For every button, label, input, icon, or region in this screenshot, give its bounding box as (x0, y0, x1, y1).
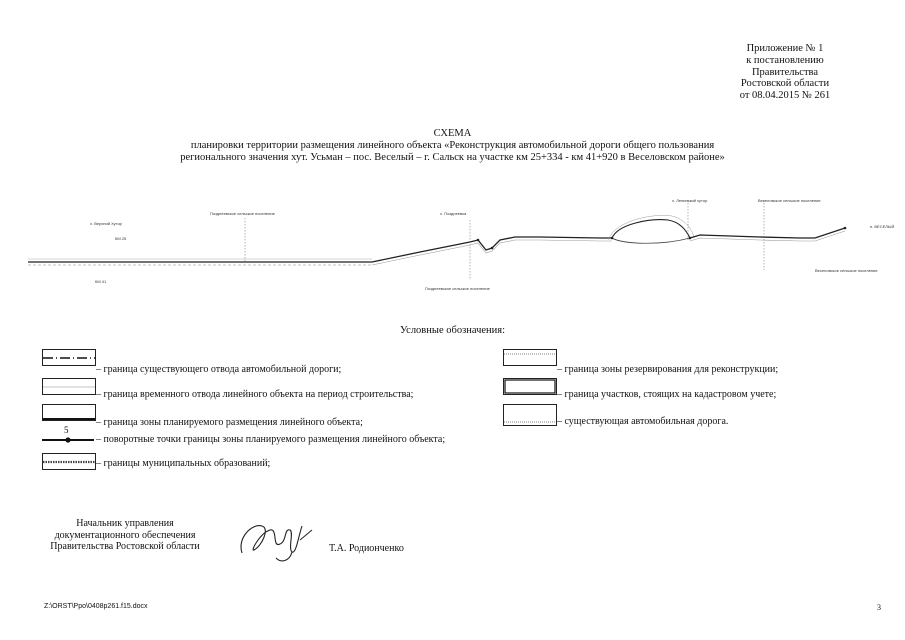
legend-label: – граница существующего отвода автомобильной дороги; (96, 364, 342, 375)
legend-label: – граница зоны резервирования для реконструкции; (557, 364, 779, 375)
signer-name: Т.А. Родионченко (329, 543, 404, 554)
title-line-2: регионального значения хут. Усьман – пос. Веселый – г. Сальск на участке км 25+334 - км 41+920 в Веселовском районе» (180, 152, 725, 163)
existing-road (28, 215, 845, 265)
signer-block (20, 518, 230, 553)
legend-swatch-planned-zone (42, 404, 96, 421)
legend-heading: Условные обозначения: (399, 325, 505, 336)
legend-label: – граница участков, стоящих на кадастровом учете; (557, 389, 777, 400)
map-label: Веселовское сельское поселение (758, 198, 821, 203)
title-line-1: планировки территории размещения линейного объекта «Реконструкция автомобильной дороги общего пользования (190, 140, 715, 151)
legend-label: – граница зоны планируемого размещения линейного объекта; (96, 417, 363, 428)
turning-point-number: 5 (64, 425, 69, 435)
map-label: Позднеевское сельское поселение (425, 286, 490, 291)
document-title (0, 128, 905, 164)
legend-label: – существующая автомобильная дорога. (557, 416, 729, 427)
legend-swatch-cadastral-parcels (503, 378, 557, 395)
legend-swatch-temporary-allotment (42, 378, 96, 395)
appendix-line: от 08.04.2015 № 261 (739, 90, 831, 102)
page-number: 3 (877, 603, 881, 612)
map-label: х. Позднеевка (440, 211, 467, 216)
municipal-boundaries (245, 200, 764, 280)
footer-file-path: Z:\ORST\Ppo\0408p261.f15.docx (44, 603, 148, 610)
title-heading: СХЕМА (433, 128, 472, 139)
signer-line: Начальник управления (76, 518, 174, 529)
map-label: х. Верхний Хутор (90, 221, 122, 226)
legend-swatch-existing-allotment (42, 349, 96, 366)
map-label: Позднеевское сельское поселение (210, 211, 275, 216)
appendix-block (700, 43, 870, 102)
map-label: КМ 25 (115, 236, 127, 241)
map-label: п. ВЕСЕЛЫЙ (870, 224, 895, 229)
signer-line: документационного обеспечения (54, 529, 196, 541)
appendix-line: Ростовской области (740, 78, 830, 90)
signer-line: Правительства Ростовской области (50, 541, 200, 552)
road-scheme-map (0, 180, 905, 300)
appendix-line: Правительства (751, 66, 819, 78)
signature-image (232, 508, 317, 568)
appendix-line: к постановлению (746, 54, 824, 66)
map-label: Веселовское сельское поселение (815, 268, 878, 273)
legend-label: – граница временного отвода линейного объекта на период строительства; (96, 389, 414, 400)
legend-swatch-municipal-boundary (42, 453, 96, 470)
legend-swatch-turning-points (42, 425, 94, 446)
map-label: КМ 41 (95, 279, 107, 284)
legend-swatch-existing-road (503, 404, 557, 426)
legend-swatch-reservation-zone (503, 349, 557, 366)
legend-label: – границы муниципальных образований; (96, 458, 271, 469)
appendix-line: Приложение № 1 (746, 43, 824, 54)
map-label: х. Ленинский хутор (672, 198, 708, 203)
legend-label: – поворотные точки границы зоны планируемого размещения линейного объекта; (96, 434, 446, 445)
